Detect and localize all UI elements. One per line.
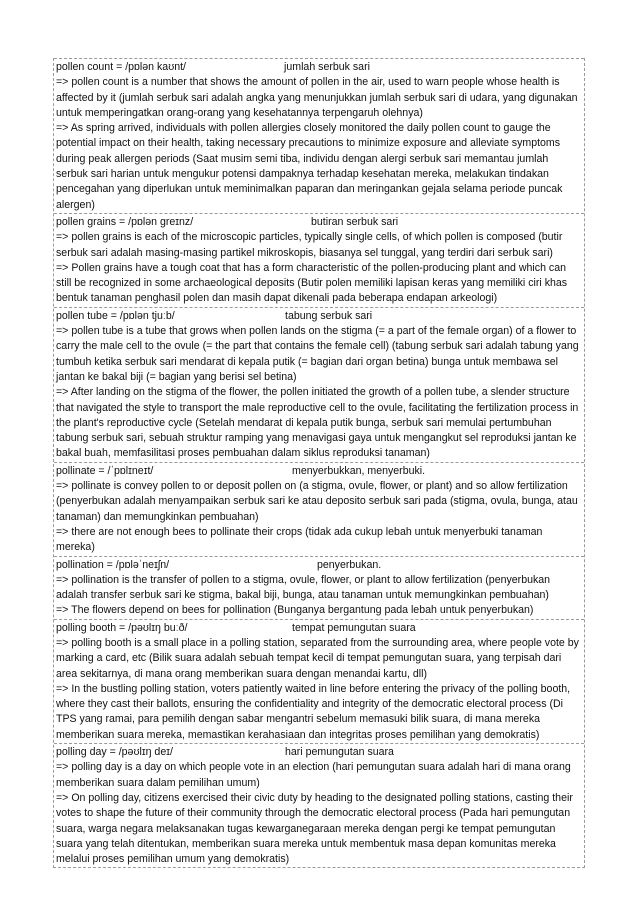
definition: => pollen grains is each of the microscopic particles, typically single cells, of which pollen is composed (butir serbuk sari adalah masing-masing partikel mikroskopis, biasanya sel tunggal, yang terdiri dari serbuk sari) <box>56 231 563 259</box>
gloss: butiran serbuk sari <box>311 215 399 228</box>
gloss: penyerbukan. <box>317 558 382 571</box>
example: => After landing on the stigma of the flower, the pollen initiated the growth of a pollen tube, a slender structure that navigated the style to transport the male reproductive cell to the ovule, facilitating the fertilization process in the plant's reproductive cycle (Setelah mendarat di kepala putik bunga, serbuk sari memulai pertumbuhan tabung serbuk sari, sebuah struktur ramping yang menavigasi gaya untuk mengangkut sel reproduksi jantan ke bakal buah, memfasilitasi proses pembuahan dalam siklus reproduksi tanaman) <box>56 386 579 460</box>
entry-pollen-tube <box>54 307 584 462</box>
gloss: tempat pemungutan suara <box>292 621 416 634</box>
gloss: tabung serbuk sari <box>285 309 373 322</box>
entry-pollinate <box>54 462 584 556</box>
definition: => polling booth is a small place in a polling station, separated from the surrounding area, where people vote by marking a card, etc (Bilik suara adalah sebuah tempat kecil di tempat pemungutan suara, yang terpisah dari area sekitarnya, di mana orang memberikan suara dengan menandai kartu, dll) <box>56 636 579 680</box>
entry-head <box>56 745 582 760</box>
term: pollinate = /ˈpɒlɪneɪt/ <box>56 464 154 477</box>
entry-head <box>56 464 582 479</box>
gloss: hari pemungutan suara <box>285 746 394 759</box>
definition: => pollination is the transfer of pollen to a stigma, ovule, flower, or plant to allow fertilization (penyerbukan adalah transfer serbuk sari ke stigma, bakal biji, bunga, atau tanaman untuk memungkinkan pembuahan) <box>56 573 551 602</box>
entry-head <box>56 215 582 230</box>
term: polling booth = /pəʊlɪŋ buːð/ <box>56 621 188 634</box>
definition: => pollinate is convey pollen to or deposit pollen on (a stigma, ovule, flower, or plant) and so allow fertilization (penyerbukan adalah menyampaikan serbuk sari ke atau deposito serbuk sari pada (stigma, ovula, bunga, atau tanaman) dan memungkinkan pembuahan) <box>56 480 578 523</box>
definition: => polling day is a day on which people vote in an election (hari pemungutan suara adalah hari di mana orang memberikan suara dalam pemilihan umum) <box>56 761 571 789</box>
gloss: jumlah serbuk sari <box>284 61 370 73</box>
entry-pollen-grains <box>54 213 584 307</box>
example: => In the bustling polling station, voters patiently waited in line before entering the privacy of the polling booth, where they cast their ballots, ensuring the confidentiality and integrity of the democratic electoral process (Di TPS yang ramai, para pemilih dengan sabar mengantri sebelum memasuki bilik suara, di mana mereka memberikan suara mereka, memastikan kerahasiaan dan integritas proses pemilihan yang demokratis) <box>56 682 571 741</box>
entry-head <box>56 558 582 573</box>
term: pollen grains = /pɒlən greɪnz/ <box>56 215 194 228</box>
entry-polling-day <box>54 743 584 867</box>
definition: => pollen count is a number that shows the amount of pollen in the air, used to warn people whose health is affected by it (jumlah serbuk sari adalah angka yang menunjukkan jumlah serbuk sari di udara, yang digunakan untuk memperingatkan orang-orang yang kesehatannya terpengaruh olehnya) <box>56 76 578 119</box>
entry-pollen-count <box>54 58 584 213</box>
example: => The flowers depend on bees for pollination (Bunganya bergantung pada lebah untuk penyerbukan) <box>56 604 534 617</box>
entry-head <box>56 621 582 636</box>
entry-head <box>56 309 582 324</box>
entry-pollination <box>54 556 584 619</box>
example: => On polling day, citizens exercised their civic duty by heading to the designated polling stations, casting their votes to shape the future of their community through the democratic electoral process (Pada hari pemungutan suara, warga negara melaksanakan tugas kewarganegaraan mereka dengan pergi ke tempat pemungutan suara yang telah ditentukan, memberikan suara mereka untuk membentuk masa depan komunitas mereka melalui proses pemilihan umum yang demokratis) <box>56 791 573 866</box>
definition: => pollen tube is a tube that grows when pollen lands on the stigma (= a part of the female organ) of a flower to carry the male cell to the ovule (= the part that contains the female cell) (tabung serbuk sari adalah tabung yang tumbuh ketika serbuk sari mendarat di kepala putik (= bagian dari organ betina) bunga untuk membawa sel jantan ke bakal biji (= bagian yang berisi sel betina) <box>56 325 579 383</box>
entry-polling-booth <box>54 619 584 743</box>
glossary-table <box>53 58 585 868</box>
term: pollen count = /pɒlən kaʊnt/ <box>56 61 187 73</box>
example: => As spring arrived, individuals with pollen allergies closely monitored the daily pollen count to gauge the potential impact on their health, taking necessary precautions to minimize exposure and alleviate symptoms during peak allergen periods (Saat musim semi tiba, individu dengan alergi serbuk sari memantau jumlah serbuk sari harian untuk mengukur potensi dampaknya terhadap kesehatan mereka, melakukan tindakan pencegahan yang diperlukan untuk meminimalkan paparan dan meringankan gejala selama periode puncak alergen) <box>56 122 563 211</box>
entry-head <box>56 60 582 75</box>
example: => there are not enough bees to pollinate their crops (tidak ada cukup lebah untuk menyerbuki tanaman mereka) <box>56 525 543 554</box>
term: pollen tube = /pɒlən tjuːb/ <box>56 309 175 322</box>
term: polling day = /pəʊlɪŋ deɪ/ <box>56 746 173 759</box>
gloss: menyerbukkan, menyerbuki. <box>292 464 426 477</box>
term: pollination = /pɒləˈneɪʃn/ <box>56 558 170 571</box>
example: => Pollen grains have a tough coat that has a form characteristic of the pollen-producing plant and which can still be recognized in some archaeological deposits (Butir polen memiliki lapisan keras yang memiliki ciri khas bentuk tanaman penghasil polen dan masih dapat dikenali pada beberapa endapan arkeologi) <box>56 261 568 305</box>
